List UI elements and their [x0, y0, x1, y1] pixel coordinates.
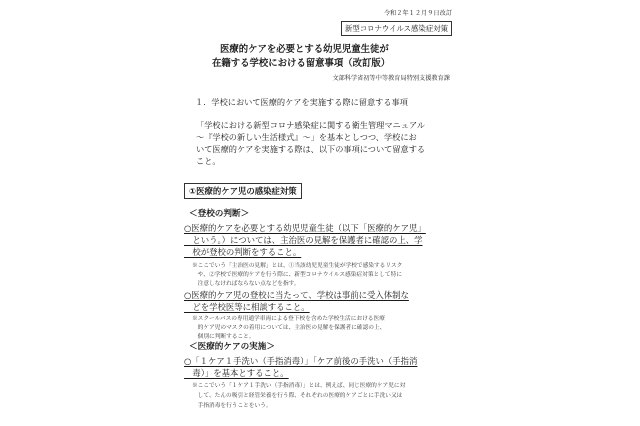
judgment-item-1-line: という。）については、主治医の見解を保護者に確認の上、学	[184, 235, 423, 245]
intro-line: ～『学校の新しい生活様式』～」を基本としつつ、学校にお	[196, 132, 417, 142]
subsection-1-title: ①医療的ケア児の感染症対策	[184, 183, 302, 199]
judgment-note-2-line: 的ケア児のマスクの着用については、主治医の見解を保護者に確認の上、	[192, 325, 386, 331]
judgment-note-1-line: や、②学校で医療的ケアを行う際に、新型コロナウイルス感染症対策として特に	[192, 272, 402, 278]
judgment-note-2-line: 個別に判断すること。	[192, 334, 255, 340]
document-title-line-1: 医療的ケアを必要とする幼児児童生徒が	[220, 44, 389, 55]
care-implementation-heading: ＜医療的ケアの実施＞	[189, 342, 275, 352]
judgment-item-2-line: ○医療的ケア児の登校に当たって、学校は事前に受入体制な	[184, 290, 409, 300]
intro-line: いて医療的ケアを実施する際は、以下の事項について留意する	[196, 144, 426, 154]
issuing-department: 文部科学省初等中等教育局特別支援教育課	[332, 75, 450, 82]
intro-line: こと。	[196, 156, 221, 166]
care-note-1-line: 手指消毒を行うことをいう。	[192, 403, 272, 409]
school-judgment-heading: ＜登校の判断＞	[189, 209, 250, 219]
care-note-1-line: して、たんの吸引と経管栄養を行う際、それぞれの医療的ケアごとに手洗い又は	[192, 393, 403, 399]
judgment-note-2-line: ※スクールバスの専用通学車両による登下校を含めた学校生活における医療	[192, 316, 385, 322]
intro-line: 「学校における新型コロナ感染症に関する衛生管理マニュアル	[196, 120, 425, 130]
judgment-item-1-line: 校が登校の判断をすること。	[184, 247, 302, 257]
care-item-1-line: ○「１ケア１手洗い（手指消毒）」「ケア前後の手洗い（手指消	[184, 356, 418, 366]
judgment-item-1-line: ○医療的ケアを必要とする幼児児童生徒（以下「医療的ケア児」	[184, 223, 426, 233]
revision-date: 令和２年１２月９日改訂	[383, 10, 452, 17]
judgment-note-1-line: ※ここでいう「主治医の見解」とは、①当該幼児児童生徒が学校で感染するリスク	[192, 263, 403, 269]
section-1-heading: １．学校において医療的ケアを実施する際に留意する事項	[195, 97, 408, 107]
document-title-line-2: 在籍する学校における留意事項（改訂版）	[212, 58, 391, 69]
care-note-1-line: ※ここでいう「１ケア１手洗い（手指消毒）」とは、例えば、同じ医療的ケア児に対	[192, 383, 406, 389]
category-badge: 新型コロナウイルス感染症対策	[341, 21, 452, 36]
judgment-item-2-line: どを学校医等に相談すること。	[184, 302, 310, 312]
care-item-1-line: 毒）」を基本とすること。	[184, 368, 289, 378]
judgment-note-1-line: 注意しなければならない点などを指す。	[192, 281, 300, 287]
document-page	[168, 0, 460, 426]
